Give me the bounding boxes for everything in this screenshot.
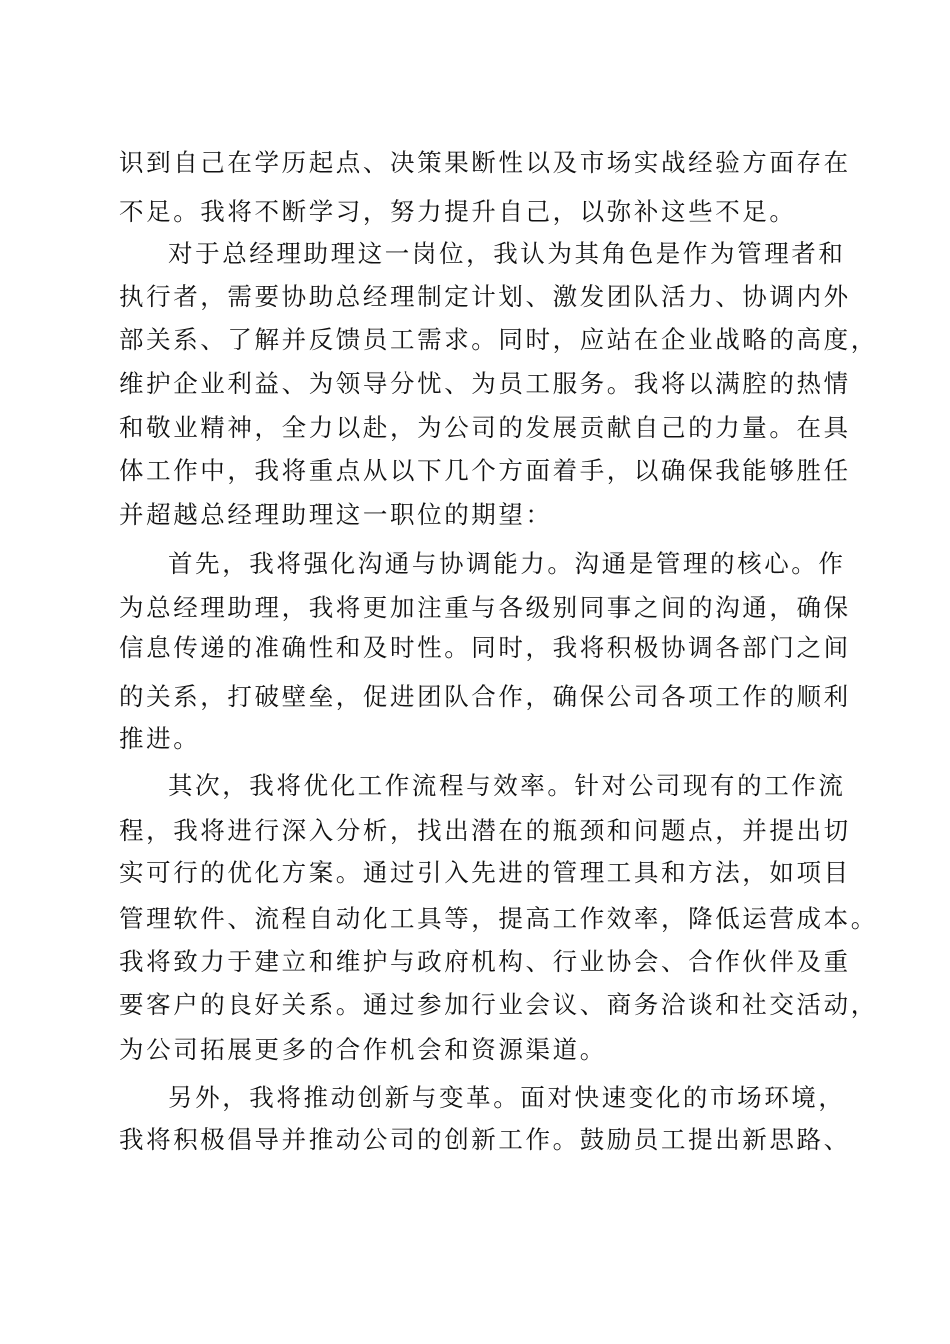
text-line: 执行者，需要协助总经理制定计划、激发团队活力、协调内外 xyxy=(119,282,851,311)
text-line: 我将致力于建立和维护与政府机构、行业协会、合作伙伴及重 xyxy=(119,947,851,976)
text-line: 我将积极倡导并推动公司的创新工作。鼓励员工提出新思路、 xyxy=(119,1125,851,1154)
text-line: 的关系，打破壁垒，促进团队合作，确保公司各项工作的顺利 xyxy=(119,682,851,711)
text-line: 推进。 xyxy=(119,724,201,753)
paragraph-first-line: 另外，我将推动创新与变革。面对快速变化的市场环境， xyxy=(168,1083,846,1112)
text-line: 体工作中，我将重点从以下几个方面着手，以确保我能够胜任 xyxy=(119,456,851,485)
text-line: 识到自己在学历起点、决策果断性以及市场实战经验方面存在 xyxy=(119,148,851,177)
text-line: 管理软件、流程自动化工具等，提高工作效率，降低运营成本。 xyxy=(119,904,878,933)
text-line: 实可行的优化方案。通过引入先进的管理工具和方法，如项目 xyxy=(119,858,851,887)
text-line: 部关系、了解并反馈员工需求。同时，应站在企业战略的高度， xyxy=(119,325,878,354)
text-line: 和敬业精神，全力以赴，为公司的发展贡献自己的力量。在具 xyxy=(119,413,851,442)
paragraph-first-line: 其次，我将优化工作流程与效率。针对公司现有的工作流 xyxy=(168,771,846,800)
text-line: 程，我将进行深入分析，找出潜在的瓶颈和问题点，并提出切 xyxy=(119,816,851,845)
text-line: 为总经理助理，我将更加注重与各级别同事之间的沟通，确保 xyxy=(119,593,851,622)
text-line: 不足。我将不断学习，努力提升自己，以弥补这些不足。 xyxy=(119,197,797,226)
paragraph-first-line: 首先，我将强化沟通与协调能力。沟通是管理的核心。作 xyxy=(168,549,846,578)
text-line: 要客户的良好关系。通过参加行业会议、商务洽谈和社交活动， xyxy=(119,990,878,1019)
text-line: 为公司拓展更多的合作机会和资源渠道。 xyxy=(119,1035,607,1064)
paragraph-first-line: 对于总经理助理这一岗位，我认为其角色是作为管理者和 xyxy=(168,239,846,268)
text-line: 信息传递的准确性和及时性。同时，我将积极协调各部门之间 xyxy=(119,633,851,662)
text-line: 并超越总经理助理这一职位的期望： xyxy=(119,500,553,529)
text-line: 维护企业利益、为领导分忧、为员工服务。我将以满腔的热情 xyxy=(119,369,851,398)
